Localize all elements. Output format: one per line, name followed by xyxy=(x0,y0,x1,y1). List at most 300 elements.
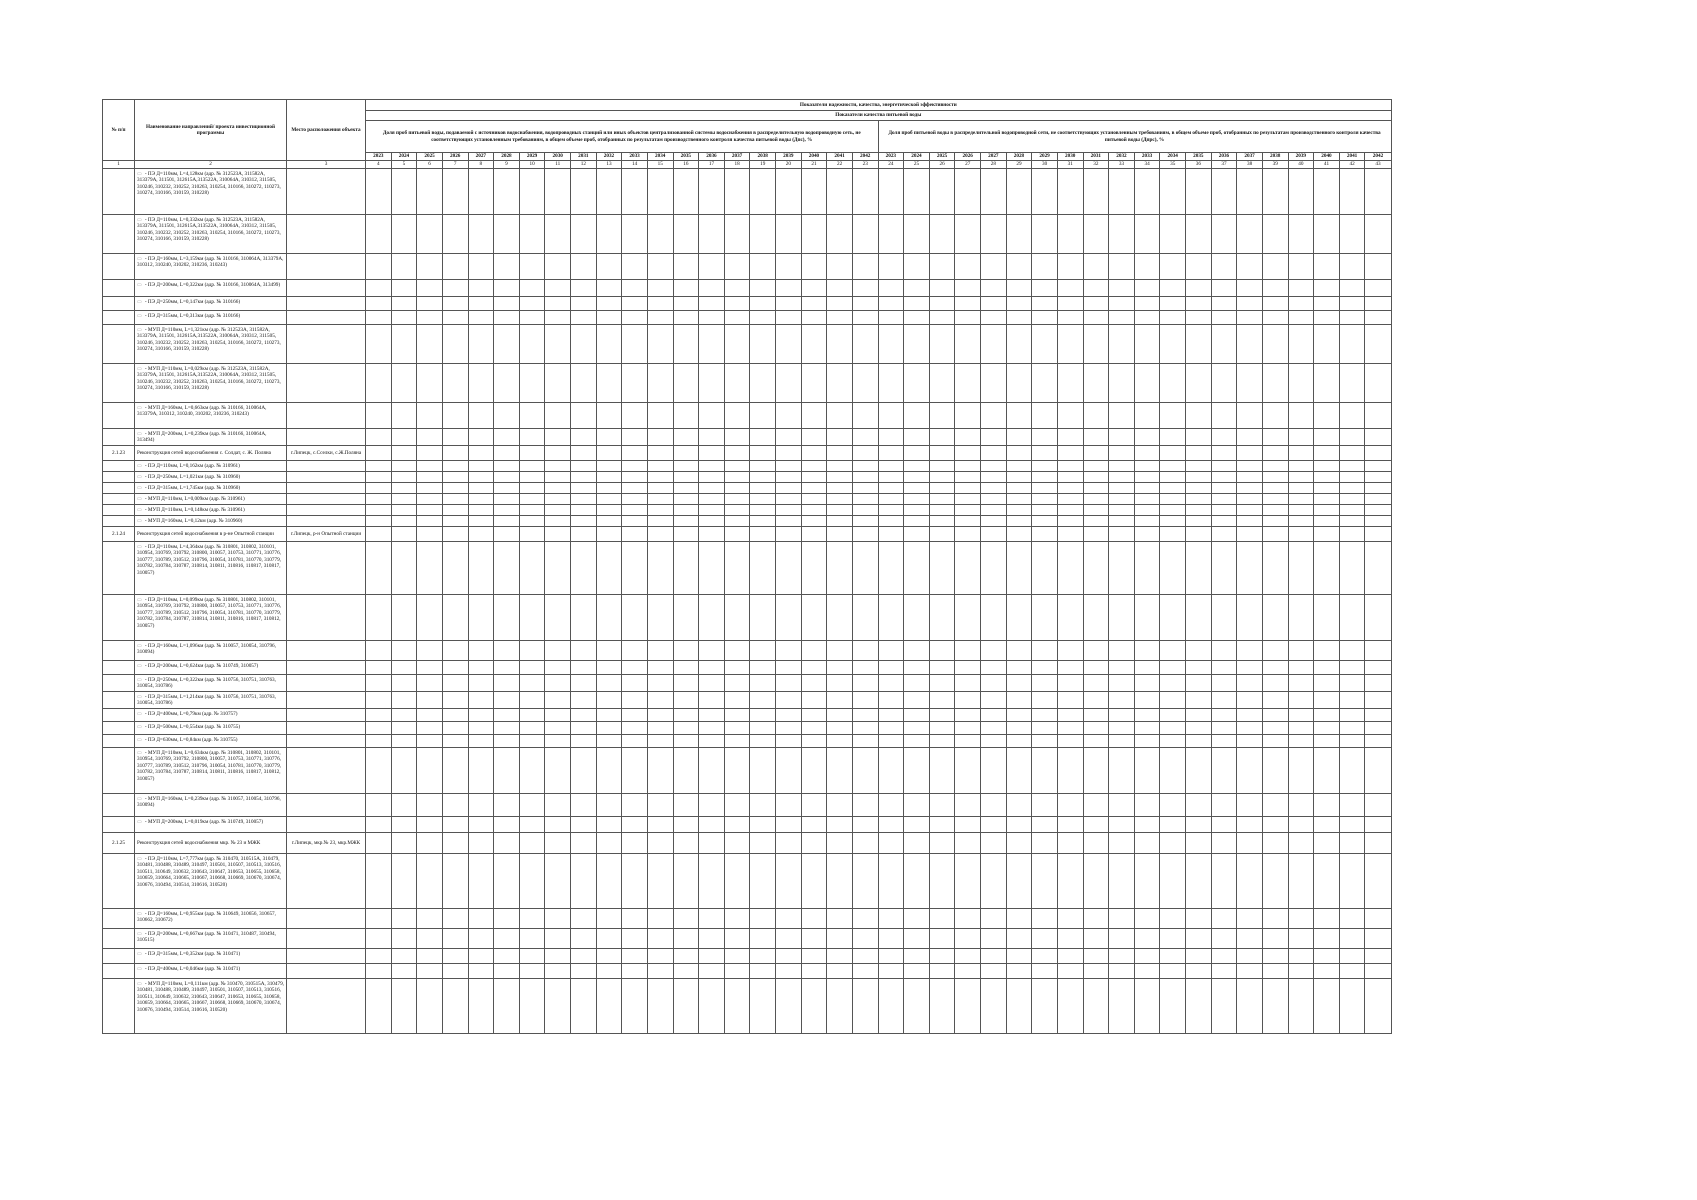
row-name-cell xyxy=(135,854,287,909)
value-cell xyxy=(417,280,443,297)
value-cell xyxy=(1109,472,1135,483)
value-cell xyxy=(750,817,776,833)
value-cell xyxy=(442,722,468,735)
value-cell xyxy=(1339,833,1365,854)
row-name-cell xyxy=(135,325,287,364)
value-cell xyxy=(1211,325,1237,364)
value-cell xyxy=(929,542,955,595)
value-cell xyxy=(1160,483,1186,494)
row-place: г.Липецк, р-н Опытной станции xyxy=(287,527,366,542)
value-cell xyxy=(673,675,699,692)
value-cell xyxy=(1083,325,1109,364)
value-cell xyxy=(750,979,776,1034)
value-cell xyxy=(647,709,673,722)
row-name: - ПЭ Д=110мм, L=4,128км (адр. № 312523А, 311582А, 313379А, 311501, 312615А,313522А, 310064А, 310312, 311505, 310246, 310232, 310252, 310263, 310254, 310166, 310272, 110273, 310274, 310166, 310159, 310228) xyxy=(137,171,281,197)
value-cell xyxy=(878,833,904,854)
value-cell xyxy=(801,909,827,929)
value-cell xyxy=(699,949,725,964)
value-cell xyxy=(699,325,725,364)
value-cell xyxy=(1134,254,1160,280)
value-cell xyxy=(468,325,494,364)
value-cell xyxy=(545,833,571,854)
value-cell xyxy=(1134,817,1160,833)
value-cell xyxy=(699,595,725,641)
value-cell xyxy=(545,817,571,833)
row-number xyxy=(103,297,135,311)
value-cell xyxy=(852,709,878,722)
value-cell xyxy=(929,297,955,311)
value-cell xyxy=(1211,527,1237,542)
value-cell xyxy=(571,325,597,364)
year-header: 2026 xyxy=(442,153,468,161)
value-cell xyxy=(724,254,750,280)
value-cell xyxy=(468,527,494,542)
value-cell xyxy=(878,595,904,641)
value-cell xyxy=(776,472,802,483)
value-cell xyxy=(878,446,904,461)
value-cell xyxy=(1211,964,1237,979)
value-cell xyxy=(391,542,417,595)
value-cell xyxy=(1314,964,1340,979)
value-cell xyxy=(827,692,853,709)
value-cell xyxy=(1032,446,1058,461)
value-cell xyxy=(1237,483,1263,494)
value-cell xyxy=(1134,964,1160,979)
value-cell xyxy=(929,280,955,297)
value-cell xyxy=(391,641,417,661)
value-cell xyxy=(442,215,468,254)
value-cell xyxy=(1032,280,1058,297)
value-cell xyxy=(1006,748,1032,794)
value-cell xyxy=(1006,325,1032,364)
value-cell xyxy=(391,722,417,735)
value-cell xyxy=(878,661,904,675)
value-cell xyxy=(1288,692,1314,709)
value-cell xyxy=(1288,979,1314,1034)
value-cell xyxy=(622,661,648,675)
pipe-segment-row xyxy=(103,297,1392,311)
value-cell xyxy=(1032,854,1058,909)
value-cell xyxy=(981,735,1007,748)
row-number xyxy=(103,516,135,527)
value-cell xyxy=(1365,446,1391,461)
value-cell xyxy=(1339,949,1365,964)
value-cell xyxy=(442,709,468,722)
value-cell xyxy=(750,909,776,929)
value-cell xyxy=(852,817,878,833)
value-cell xyxy=(468,542,494,595)
value-cell xyxy=(673,483,699,494)
value-cell xyxy=(878,641,904,661)
value-cell xyxy=(545,483,571,494)
value-cell xyxy=(929,794,955,817)
value-cell xyxy=(878,675,904,692)
value-cell xyxy=(417,595,443,641)
value-cell xyxy=(955,325,981,364)
value-cell xyxy=(1006,542,1032,595)
value-cell xyxy=(391,833,417,854)
value-cell xyxy=(955,675,981,692)
value-cell xyxy=(1211,817,1237,833)
value-cell xyxy=(955,215,981,254)
value-cell xyxy=(981,483,1007,494)
value-cell xyxy=(673,748,699,794)
value-cell xyxy=(724,516,750,527)
row-place xyxy=(287,254,366,280)
column-number: 43 xyxy=(1365,161,1391,169)
value-cell xyxy=(1339,929,1365,949)
value-cell xyxy=(571,297,597,311)
value-cell xyxy=(929,854,955,909)
value-cell xyxy=(801,709,827,722)
row-number: 2.1.24 xyxy=(103,527,135,542)
value-cell xyxy=(1006,254,1032,280)
value-cell xyxy=(852,595,878,641)
value-cell xyxy=(827,641,853,661)
value-cell xyxy=(1083,909,1109,929)
value-cell xyxy=(622,280,648,297)
value-cell xyxy=(724,542,750,595)
value-cell xyxy=(571,169,597,215)
value-cell xyxy=(1237,542,1263,595)
value-cell xyxy=(442,483,468,494)
value-cell xyxy=(776,709,802,722)
value-cell xyxy=(571,909,597,929)
value-cell xyxy=(878,794,904,817)
value-cell xyxy=(519,280,545,297)
value-cell xyxy=(1288,675,1314,692)
value-cell xyxy=(904,542,930,595)
value-cell xyxy=(622,505,648,516)
value-cell xyxy=(1032,169,1058,215)
value-cell xyxy=(878,817,904,833)
column-number: 16 xyxy=(673,161,699,169)
value-cell xyxy=(519,817,545,833)
row-number: 2.1.23 xyxy=(103,446,135,461)
value-cell xyxy=(827,494,853,505)
value-cell xyxy=(904,964,930,979)
value-cell xyxy=(1006,661,1032,675)
pipe-segment-row xyxy=(103,675,1392,692)
value-cell xyxy=(571,403,597,429)
value-cell xyxy=(366,692,392,709)
value-cell xyxy=(647,675,673,692)
value-cell xyxy=(1186,748,1212,794)
value-cell xyxy=(1160,929,1186,949)
value-cell xyxy=(1057,748,1083,794)
bullet-icon: ▭ xyxy=(137,981,142,987)
value-cell xyxy=(904,833,930,854)
value-cell xyxy=(724,661,750,675)
value-cell xyxy=(1237,909,1263,929)
value-cell xyxy=(468,929,494,949)
value-cell xyxy=(801,748,827,794)
value-cell xyxy=(1211,735,1237,748)
value-cell xyxy=(1365,311,1391,325)
value-cell xyxy=(468,169,494,215)
value-cell xyxy=(1365,169,1391,215)
value-cell xyxy=(596,483,622,494)
value-cell xyxy=(776,641,802,661)
value-cell xyxy=(1186,709,1212,722)
year-header: 2033 xyxy=(1134,153,1160,161)
value-cell xyxy=(545,364,571,403)
value-cell xyxy=(878,542,904,595)
pipe-segment-row xyxy=(103,494,1392,505)
row-place xyxy=(287,461,366,472)
value-cell xyxy=(1339,709,1365,722)
value-cell xyxy=(1006,979,1032,1034)
value-cell xyxy=(545,280,571,297)
value-cell xyxy=(929,527,955,542)
value-cell xyxy=(417,215,443,254)
value-cell xyxy=(724,675,750,692)
row-number: 2.1.25 xyxy=(103,833,135,854)
row-name: Реконструкция сетей водоснабжения с. Солдат, с. Ж. Поляна xyxy=(137,449,271,456)
value-cell xyxy=(442,311,468,325)
value-cell xyxy=(366,722,392,735)
value-cell xyxy=(1006,364,1032,403)
value-cell xyxy=(1186,949,1212,964)
year-header: 2034 xyxy=(1160,153,1186,161)
bullet-icon: ▭ xyxy=(137,911,142,917)
pipe-segment-row xyxy=(103,692,1392,709)
value-cell xyxy=(878,483,904,494)
year-header: 2034 xyxy=(647,153,673,161)
column-header-place: Место расположения объекта xyxy=(287,100,366,161)
value-cell xyxy=(391,505,417,516)
value-cell xyxy=(1032,909,1058,929)
value-cell xyxy=(955,429,981,446)
value-cell xyxy=(801,661,827,675)
row-name-cell xyxy=(135,505,287,516)
row-place xyxy=(287,483,366,494)
value-cell xyxy=(494,817,520,833)
bullet-icon: ▭ xyxy=(137,507,142,513)
value-cell xyxy=(904,403,930,429)
value-cell xyxy=(1262,494,1288,505)
value-cell xyxy=(571,595,597,641)
value-cell xyxy=(1083,735,1109,748)
value-cell xyxy=(545,909,571,929)
year-header: 2039 xyxy=(1288,153,1314,161)
value-cell xyxy=(827,854,853,909)
value-cell xyxy=(1262,854,1288,909)
value-cell xyxy=(981,949,1007,964)
value-cell xyxy=(699,692,725,709)
value-cell xyxy=(1288,641,1314,661)
value-cell xyxy=(1314,641,1340,661)
value-cell xyxy=(1262,675,1288,692)
value-cell xyxy=(1314,527,1340,542)
value-cell xyxy=(699,254,725,280)
column-group-share-network-samples: Доля проб питьевой воды в распределительной водопроводной сети, не соответствующих установленным требованиям, в общем объеме проб, отобранных по результатам производственного контроля качества питьевой воды (Дпрс), % xyxy=(878,121,1391,153)
value-cell xyxy=(929,675,955,692)
column-number: 1 xyxy=(103,161,135,169)
value-cell xyxy=(545,675,571,692)
value-cell xyxy=(750,403,776,429)
value-cell xyxy=(1237,429,1263,446)
value-cell xyxy=(1109,949,1135,964)
value-cell xyxy=(596,446,622,461)
column-number: 21 xyxy=(801,161,827,169)
value-cell xyxy=(622,461,648,472)
value-cell xyxy=(904,641,930,661)
value-cell xyxy=(1314,735,1340,748)
value-cell xyxy=(366,748,392,794)
value-cell xyxy=(1109,403,1135,429)
value-cell xyxy=(1288,964,1314,979)
value-cell xyxy=(1365,833,1391,854)
value-cell xyxy=(442,325,468,364)
value-cell xyxy=(981,461,1007,472)
value-cell xyxy=(1365,505,1391,516)
value-cell xyxy=(673,542,699,595)
value-cell xyxy=(1032,735,1058,748)
value-cell xyxy=(1109,833,1135,854)
value-cell xyxy=(1211,722,1237,735)
value-cell xyxy=(647,403,673,429)
value-cell xyxy=(545,661,571,675)
value-cell xyxy=(724,692,750,709)
row-name-cell xyxy=(135,297,287,311)
value-cell xyxy=(1237,854,1263,909)
value-cell xyxy=(468,505,494,516)
value-cell xyxy=(852,542,878,595)
value-cell xyxy=(468,311,494,325)
value-cell xyxy=(955,280,981,297)
value-cell xyxy=(852,949,878,964)
value-cell xyxy=(673,833,699,854)
value-cell xyxy=(776,527,802,542)
value-cell xyxy=(1006,483,1032,494)
value-cell xyxy=(366,661,392,675)
value-cell xyxy=(852,429,878,446)
value-cell xyxy=(1262,661,1288,675)
pipe-segment-row xyxy=(103,542,1392,595)
value-cell xyxy=(1032,949,1058,964)
value-cell xyxy=(955,516,981,527)
value-cell xyxy=(1134,722,1160,735)
value-cell xyxy=(724,949,750,964)
value-cell xyxy=(673,817,699,833)
row-number xyxy=(103,254,135,280)
value-cell xyxy=(1134,169,1160,215)
value-cell xyxy=(750,494,776,505)
year-header: 2042 xyxy=(1365,153,1391,161)
value-cell xyxy=(366,909,392,929)
value-cell xyxy=(366,505,392,516)
value-cell xyxy=(1057,979,1083,1034)
value-cell xyxy=(981,833,1007,854)
value-cell xyxy=(1314,297,1340,311)
value-cell xyxy=(981,215,1007,254)
pipe-segment-row xyxy=(103,472,1392,483)
value-cell xyxy=(1237,748,1263,794)
value-cell xyxy=(724,505,750,516)
value-cell xyxy=(1186,516,1212,527)
value-cell xyxy=(852,964,878,979)
value-cell xyxy=(468,979,494,1034)
value-cell xyxy=(904,909,930,929)
value-cell xyxy=(1057,364,1083,403)
row-name: - ПЭ Д=200мм, L=0,667км (адр. № 310471, 310487, 310494, 310515) xyxy=(137,931,276,944)
value-cell xyxy=(1109,446,1135,461)
value-cell xyxy=(852,527,878,542)
value-cell xyxy=(801,964,827,979)
value-cell xyxy=(366,429,392,446)
value-cell xyxy=(699,929,725,949)
value-cell xyxy=(904,817,930,833)
year-header: 2028 xyxy=(494,153,520,161)
value-cell xyxy=(417,794,443,817)
value-cell xyxy=(1237,527,1263,542)
value-cell xyxy=(442,505,468,516)
value-cell xyxy=(1134,735,1160,748)
value-cell xyxy=(622,297,648,311)
value-cell xyxy=(929,403,955,429)
value-cell xyxy=(1160,854,1186,909)
value-cell xyxy=(571,280,597,297)
value-cell xyxy=(878,709,904,722)
value-cell xyxy=(981,311,1007,325)
value-cell xyxy=(852,929,878,949)
value-cell xyxy=(750,215,776,254)
value-cell xyxy=(1262,542,1288,595)
value-cell xyxy=(750,325,776,364)
value-cell xyxy=(878,429,904,446)
value-cell xyxy=(494,794,520,817)
value-cell xyxy=(1288,516,1314,527)
value-cell xyxy=(596,505,622,516)
value-cell xyxy=(801,483,827,494)
value-cell xyxy=(750,675,776,692)
row-place: г.Липецк, с.Сселки, с.Ж.Поляна xyxy=(287,446,366,461)
value-cell xyxy=(673,446,699,461)
value-cell xyxy=(776,964,802,979)
value-cell xyxy=(1211,748,1237,794)
bullet-icon: ▭ xyxy=(137,643,142,649)
value-cell xyxy=(1109,748,1135,794)
value-cell xyxy=(776,215,802,254)
value-cell xyxy=(647,979,673,1034)
value-cell xyxy=(776,311,802,325)
value-cell xyxy=(1057,794,1083,817)
value-cell xyxy=(981,817,1007,833)
value-cell xyxy=(519,854,545,909)
pipe-segment-row xyxy=(103,709,1392,722)
value-cell xyxy=(827,403,853,429)
value-cell xyxy=(1211,516,1237,527)
value-cell xyxy=(571,494,597,505)
value-cell xyxy=(1262,472,1288,483)
value-cell xyxy=(647,325,673,364)
value-cell xyxy=(622,929,648,949)
value-cell xyxy=(1006,909,1032,929)
value-cell xyxy=(955,909,981,929)
value-cell xyxy=(929,595,955,641)
row-name-cell xyxy=(135,169,287,215)
value-cell xyxy=(1211,403,1237,429)
value-cell xyxy=(1160,516,1186,527)
column-number: 20 xyxy=(776,161,802,169)
value-cell xyxy=(904,254,930,280)
value-cell xyxy=(1365,403,1391,429)
value-cell xyxy=(1160,909,1186,929)
value-cell xyxy=(1314,494,1340,505)
value-cell xyxy=(878,979,904,1034)
value-cell xyxy=(442,542,468,595)
